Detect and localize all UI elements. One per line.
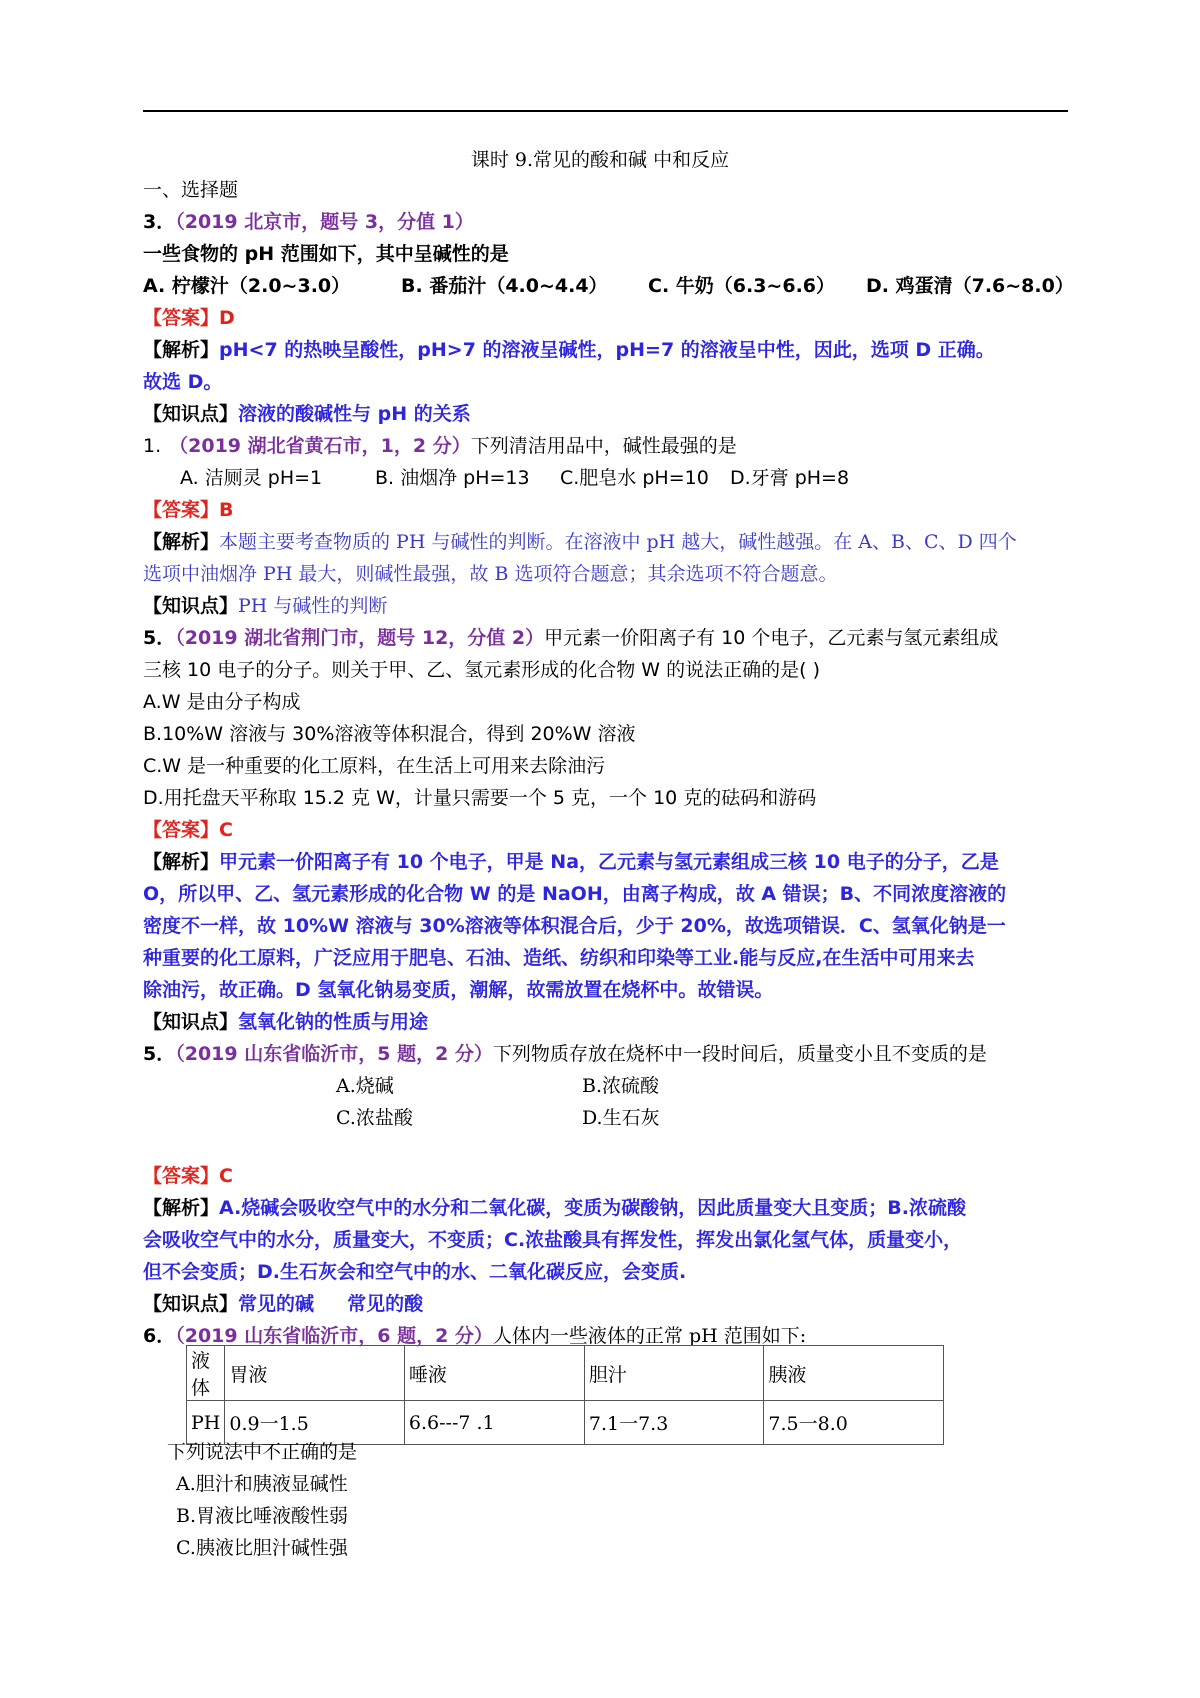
q5-stem: 人体内一些液体的正常 pH 范围如下: bbox=[492, 1325, 807, 1347]
table-cell: 唾液 bbox=[404, 1346, 584, 1401]
table-cell: 7.5一8.0 bbox=[764, 1401, 944, 1445]
q1-stem: 一些食物的 pH 范围如下，其中呈碱性的是 bbox=[143, 243, 509, 265]
q4-analysis-tag: 【解析】 bbox=[143, 1197, 220, 1219]
q4-answer-tag: 【答案】 bbox=[143, 1165, 220, 1187]
q5-option-c: C.胰液比胆汁碱性强 bbox=[176, 1537, 348, 1559]
q1-answer bbox=[143, 306, 235, 330]
table-cell: 胰液 bbox=[764, 1346, 944, 1401]
q1-analysis-line-1 bbox=[143, 338, 995, 362]
q3-option-a: A.W 是由分子构成 bbox=[143, 691, 301, 713]
q5-number: 6． bbox=[143, 1325, 176, 1347]
q1-option-b: B. 番茄汁（4.0~4.4） bbox=[401, 275, 608, 297]
q4-analysis-line-2: 会吸收空气中的水分，质量变大，不变质；C.浓盐酸具有挥发性，挥发出氯化氢气体，质量变小， bbox=[143, 1229, 963, 1251]
table-cell: 6.6---7 .1 bbox=[404, 1401, 584, 1445]
q2-header bbox=[143, 434, 737, 458]
q3-knowledge-tag: 【知识点】 bbox=[143, 1011, 239, 1033]
q3-answer bbox=[143, 818, 233, 842]
q3-analysis-line-4: 种重要的化工原料，广泛应用于肥皂、石油、造纸、纺织和印染等工业.能与反应,在生活中可用来去 bbox=[143, 947, 975, 969]
q2-knowledge-text: PH 与碱性的判断 bbox=[238, 595, 388, 617]
q3-analysis-line-5: 除油污，故正确。D 氢氧化钠易变质，潮解，故需放置在烧杯中。故错误。 bbox=[143, 979, 774, 1001]
q2-answer bbox=[143, 498, 234, 522]
q1-source: （2019 北京市，题号 3，分值 1） bbox=[175, 211, 474, 233]
q4-answer-value: C bbox=[219, 1165, 233, 1187]
q1-knowledge bbox=[143, 402, 471, 426]
q1-option-a: A. 柠檬汁（2.0~3.0） bbox=[143, 275, 351, 297]
table-cell: PH bbox=[187, 1401, 225, 1445]
q1-knowledge-text: 溶液的酸碱性与 pH 的关系 bbox=[238, 403, 471, 425]
q2-option-a: A. 洁厕灵 pH=1 bbox=[180, 467, 323, 489]
q4-analysis-line-1 bbox=[143, 1196, 966, 1220]
q1-answer-tag: 【答案】 bbox=[143, 307, 220, 329]
section-heading: 一、选择题 bbox=[143, 179, 239, 201]
q2-stem: 下列清洁用品中，碱性最强的是 bbox=[470, 435, 737, 457]
q2-analysis-text-1: 本题主要考查物质的 PH 与碱性的判断。在溶液中 pH 越大，碱性越强。在 A、B、C、D 四个 bbox=[219, 531, 1017, 553]
q5-option-a: A.胆汁和胰液显碱性 bbox=[176, 1473, 348, 1495]
q4-stem: 下列物质存放在烧杯中一段时间后，质量变小且不变质的是 bbox=[492, 1043, 987, 1065]
q3-stem-1: 甲元素一价阳离子有 10 个电子，乙元素与氢元素组成 bbox=[544, 627, 999, 649]
q5-option-b: B.胃液比唾液酸性弱 bbox=[176, 1505, 349, 1527]
q3-number: 5． bbox=[143, 627, 176, 649]
q3-analysis-line-1 bbox=[143, 850, 999, 874]
q4-header bbox=[143, 1042, 987, 1066]
table-cell: 7.1一7.3 bbox=[584, 1401, 764, 1445]
q4-number: 5． bbox=[143, 1043, 176, 1065]
q3-analysis-text-1: 甲元素一价阳离子有 10 个电子，甲是 Na，乙元素与氢元素组成三核 10 电子的分子，乙是 bbox=[219, 851, 999, 873]
q2-knowledge-tag: 【知识点】 bbox=[143, 595, 239, 617]
q1-option-d: D. 鸡蛋清（7.6~8.0） bbox=[866, 275, 1074, 297]
q1-answer-value: D bbox=[219, 307, 235, 329]
table-cell: 液体 bbox=[187, 1346, 225, 1401]
header-rule bbox=[143, 110, 1068, 112]
table-cell: 0.9一1.5 bbox=[225, 1401, 405, 1445]
q4-source: （2019 山东省临沂市，5 题，2 分） bbox=[175, 1043, 493, 1065]
q2-option-d: D.牙膏 pH=8 bbox=[730, 467, 850, 489]
q3-option-d: D.用托盘天平称取 15.2 克 W，计量只需要一个 5 克，一个 10 克的砝码和游码 bbox=[143, 787, 817, 809]
q3-header bbox=[143, 626, 998, 650]
q3-answer-tag: 【答案】 bbox=[143, 819, 220, 841]
table-row bbox=[187, 1401, 944, 1445]
q2-analysis-line-1 bbox=[143, 530, 1017, 554]
q1-option-c: C. 牛奶（6.3~6.6） bbox=[648, 275, 836, 297]
q4-option-b: B.浓硫酸 bbox=[582, 1075, 660, 1097]
q3-option-c: C.W 是一种重要的化工原料，在生活上可用来去除油污 bbox=[143, 755, 606, 777]
q1-knowledge-tag: 【知识点】 bbox=[143, 403, 239, 425]
q5-question: 下列说法中不正确的是 bbox=[167, 1441, 358, 1463]
q2-answer-tag: 【答案】 bbox=[143, 499, 220, 521]
q1-analysis-text-1: pH<7 的热映呈酸性，pH>7 的溶液呈碱性，pH=7 的溶液呈中性，因此，选项 D 正确。 bbox=[219, 339, 995, 361]
q4-option-a: A.烧碱 bbox=[336, 1075, 394, 1097]
q2-answer-value: B bbox=[219, 499, 234, 521]
q2-analysis-line-2: 选项中油烟净 PH 最大，则碱性最强，故 B 选项符合题意；其余选项不符合题意。 bbox=[143, 563, 838, 585]
q4-knowledge-text: 常见的碱 常见的酸 bbox=[238, 1293, 424, 1315]
page-title: 课时 9.常见的酸和碱 中和反应 bbox=[470, 149, 730, 171]
q3-stem-2: 三核 10 电子的分子。则关于甲、乙、氢元素形成的化合物 W 的说法正确的是( ) bbox=[143, 659, 820, 681]
table-header-row bbox=[187, 1346, 944, 1401]
q2-knowledge bbox=[143, 594, 387, 618]
q4-analysis-text-1: A.烧碱会吸收空气中的水分和二氧化碳，变质为碳酸钠，因此质量变大且变质；B.浓硫酸 bbox=[219, 1197, 966, 1219]
q1-number: 3． bbox=[143, 211, 176, 233]
q4-option-d: D.生石灰 bbox=[582, 1107, 660, 1129]
q1-header bbox=[143, 210, 474, 234]
q4-answer bbox=[143, 1164, 233, 1188]
q3-source: （2019 湖北省荆门市，题号 12，分值 2） bbox=[175, 627, 545, 649]
q4-knowledge-tag: 【知识点】 bbox=[143, 1293, 239, 1315]
q3-analysis-line-2: O，所以甲、乙、氢元素形成的化合物 W 的是 NaOH，由离子构成，故 A 错误；B、不同浓度溶液的 bbox=[143, 883, 1007, 905]
ph-range-table bbox=[186, 1345, 944, 1445]
q3-analysis-tag: 【解析】 bbox=[143, 851, 220, 873]
q4-knowledge bbox=[143, 1292, 423, 1316]
q3-answer-value: C bbox=[219, 819, 233, 841]
table-cell: 胆汁 bbox=[584, 1346, 764, 1401]
table-cell: 胃液 bbox=[225, 1346, 405, 1401]
q4-analysis-line-3: 但不会变质；D.生石灰会和空气中的水、二氧化碳反应，会变质. bbox=[143, 1261, 687, 1283]
q3-knowledge bbox=[143, 1010, 428, 1034]
q2-analysis-tag: 【解析】 bbox=[143, 531, 220, 553]
q2-option-b: B. 油烟净 pH=13 bbox=[375, 467, 530, 489]
q2-source: （2019 湖北省黄石市，1，2 分） bbox=[169, 435, 471, 457]
q1-analysis-line-2: 故选 D。 bbox=[143, 371, 223, 393]
q5-source: （2019 山东省临沂市，6 题，2 分） bbox=[175, 1325, 493, 1347]
q2-option-c: C.肥皂水 pH=10 bbox=[560, 467, 709, 489]
q3-option-b: B.10%W 溶液与 30%溶液等体积混合，得到 20%W 溶液 bbox=[143, 723, 636, 745]
q1-analysis-tag: 【解析】 bbox=[143, 339, 220, 361]
q3-knowledge-text: 氢氧化钠的性质与用途 bbox=[238, 1011, 429, 1033]
q2-number: 1. bbox=[143, 435, 162, 457]
q3-analysis-line-3: 密度不一样，故 10%W 溶液与 30%溶液等体积混合后，少于 20%，故选项错误．C、氢氧化钠是一 bbox=[143, 915, 1006, 937]
q4-option-c: C.浓盐酸 bbox=[336, 1107, 413, 1129]
